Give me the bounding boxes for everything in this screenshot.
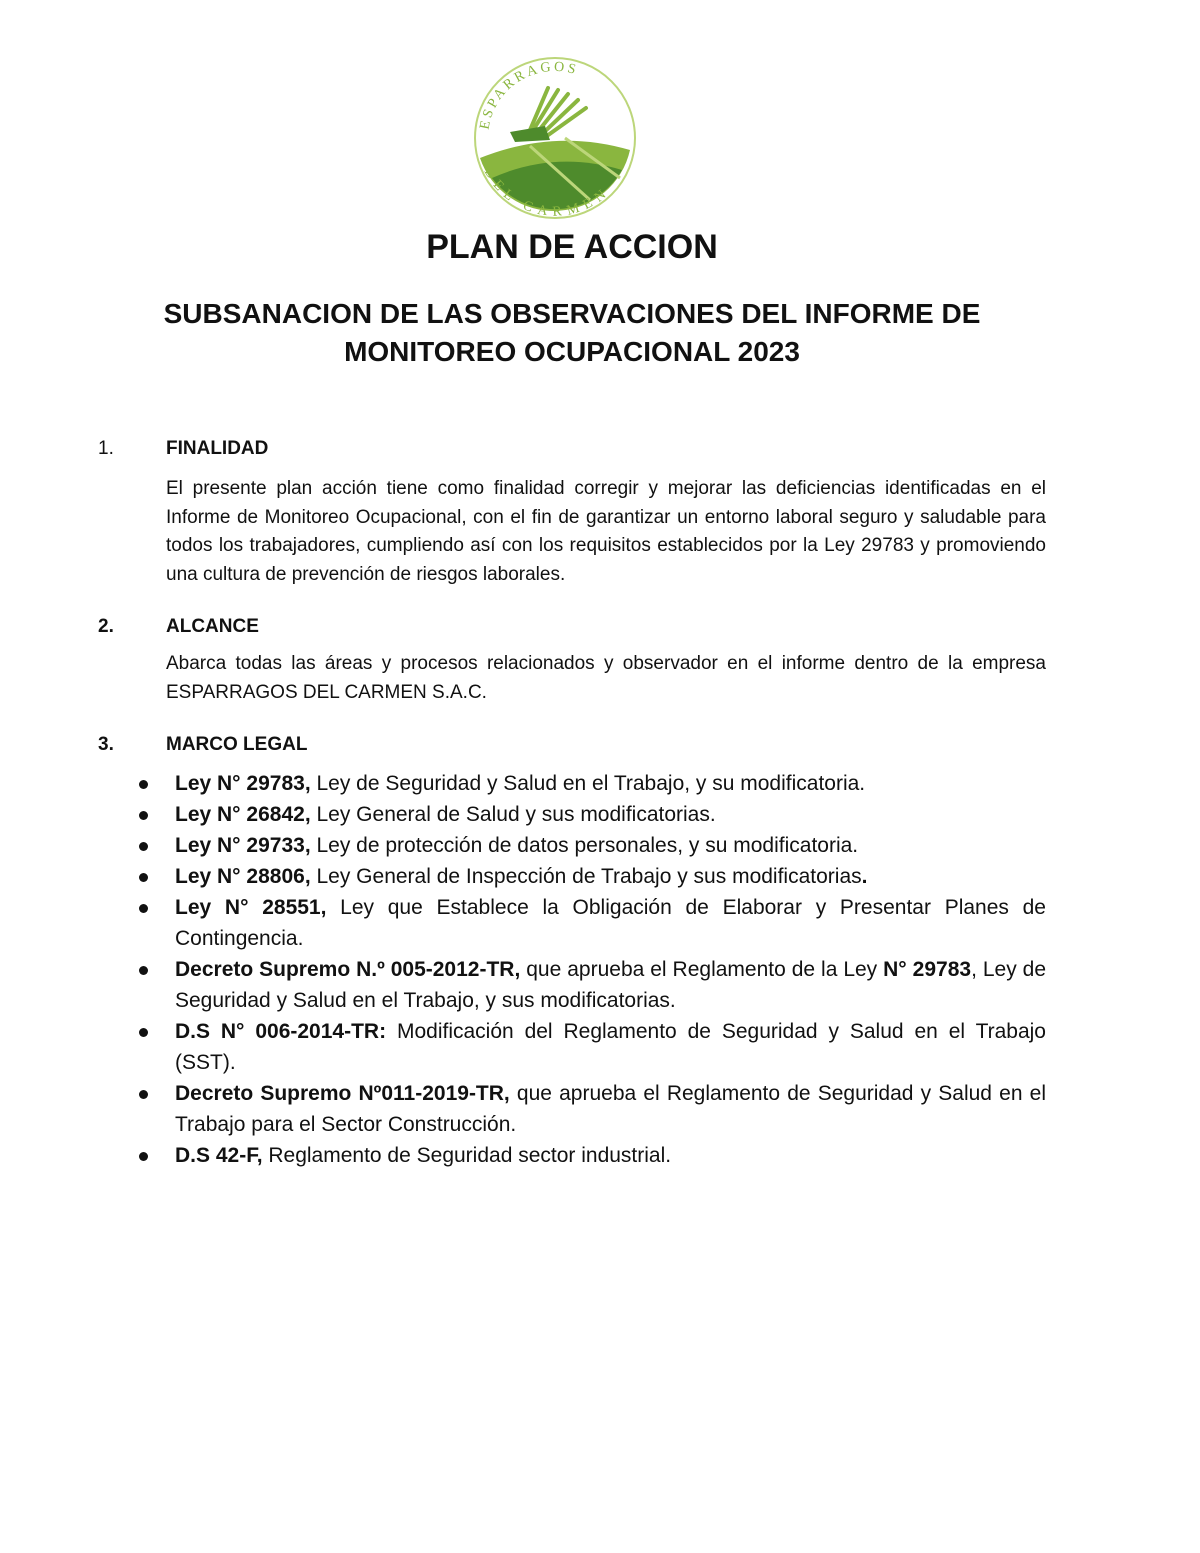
section-text-finalidad: El presente plan acción tiene como finalidad corregir y mejorar las deficiencias identificadas en el Informe de Monitoreo Ocupacional, con el fin de garantizar un entorno laboral seguro y saludable para todos los trabajadores, cumpliendo así con los requisitos establecidos por la Ley 29783 y promoviendo una cultura de prevención de riesgos laborales. [166, 478, 1046, 585]
law-tail: . [861, 865, 868, 888]
page-title: PLAN DE ACCION [426, 228, 718, 266]
esparragos-del-carmen-logo-icon [470, 50, 640, 220]
law-reference: Ley N° 29783, [175, 772, 311, 795]
list-item [0, 1140, 1046, 1171]
section-heading-marco-legal: MARCO LEGAL [166, 734, 308, 755]
page-subtitle: SUBSANACION DE LAS OBSERVACIONES DEL INFORME DE MONITOREO OCUPACIONAL 2023 [163, 298, 981, 367]
law-description: Reglamento de Seguridad sector industrial. [262, 1144, 672, 1167]
list-item [0, 830, 1046, 861]
law-reference: Decreto Supremo N.º 005-2012-TR, [175, 958, 521, 981]
list-item [0, 768, 1046, 799]
list-item [0, 892, 1046, 954]
legal-list [0, 768, 1046, 1171]
law-description: Ley que Establece la Obligación de Elaborar y Presentar Planes de Contingencia. [175, 896, 1046, 950]
law-reference: D.S N° 006-2014-TR: [175, 1020, 387, 1043]
bullet-icon [139, 1090, 148, 1099]
bullet-icon [139, 842, 148, 851]
law-description: que aprueba el Reglamento de la Ley [520, 958, 884, 981]
law-reference: Ley N° 28551, [175, 896, 327, 919]
law-description: Modificación del Reglamento de Seguridad y Salud en el Trabajo (SST). [175, 1020, 1046, 1074]
law-reference: Ley N° 26842, [175, 803, 311, 826]
list-item [0, 1016, 1046, 1078]
law-description: Ley General de Salud y sus modificatorias. [310, 803, 716, 826]
law-reference: Decreto Supremo Nº011-2019-TR, [175, 1082, 510, 1105]
logo-bottom-text: DEL CARMEN [480, 165, 614, 220]
section-heading-finalidad: FINALIDAD [166, 438, 269, 459]
bullet-icon [139, 873, 148, 882]
section-number: 2. [98, 616, 114, 637]
law-mid-reference: N° 29783 [883, 958, 972, 981]
law-reference: D.S 42-F, [175, 1144, 263, 1167]
bullet-icon [139, 904, 148, 913]
bullet-icon [139, 811, 148, 820]
law-reference: Ley N° 28806, [175, 865, 311, 888]
list-item [0, 861, 1046, 892]
law-reference: Ley N° 29733, [175, 834, 311, 857]
law-description: Ley de protección de datos personales, y su modificatoria. [310, 834, 859, 857]
list-item [0, 954, 1046, 1016]
bullet-icon [139, 966, 148, 975]
bullet-icon [139, 780, 148, 789]
bullet-icon [139, 1152, 148, 1161]
law-description: que aprueba el Reglamento de Seguridad y Salud en el Trabajo para el Sector Construcción. [175, 1082, 1046, 1136]
law-description: Ley General de Inspección de Trabajo y sus modificatorias [310, 865, 862, 888]
law-description-end: , Ley de Seguridad y Salud en el Trabajo, y sus modificatorias. [175, 958, 1047, 1012]
law-description: Ley de Seguridad y Salud en el Trabajo, y su modificatoria. [310, 772, 866, 795]
section-number: 3. [98, 734, 114, 755]
list-item [0, 799, 1046, 830]
list-item [0, 1078, 1046, 1140]
section-number: 1. [98, 438, 114, 459]
section-heading-alcance: ALCANCE [166, 616, 259, 637]
bullet-icon [139, 1028, 148, 1037]
section-text-alcance: Abarca todas las áreas y procesos relacionados y observador en el informe dentro de la empresa ESPARRAGOS DEL CARMEN S.A.C. [166, 653, 1046, 703]
logo-top-text: ESPARRAGOS [477, 59, 581, 131]
